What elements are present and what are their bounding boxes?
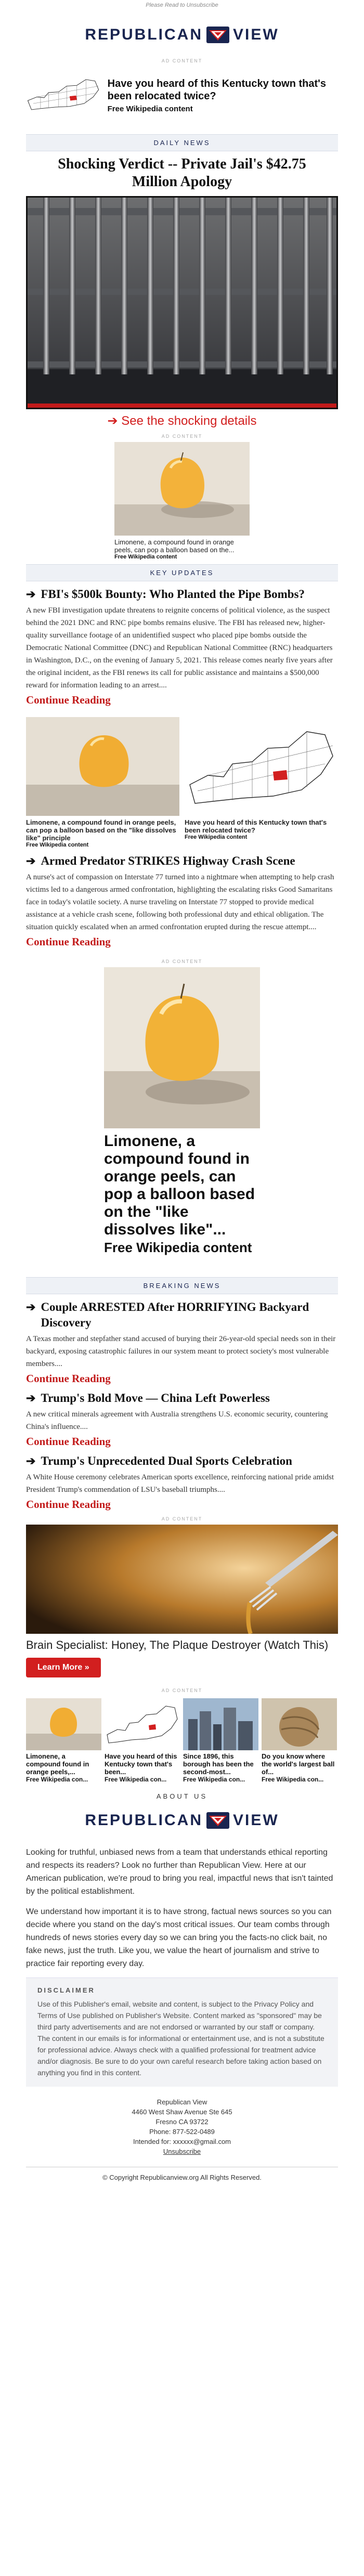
continue-reading-link[interactable]: Continue Reading: [26, 935, 111, 948]
learn-more-button[interactable]: Learn More »: [26, 1658, 101, 1677]
brand-right: VIEW: [233, 1812, 279, 1829]
large-ad-source: Free Wikipedia content: [104, 1240, 252, 1255]
ad-label: AD CONTENT: [161, 58, 203, 63]
disclaimer-text: Use of this Publisher's email, website and content, is subject to the Privacy Policy and Terms of Use published on Publisher's Website. Content marked as "sponsored" may be third party advertisements and are not endorsed or warranted by our staff or company. The content in our emails is for informational or entertainment use, and is not a substitute for professional advice. Always check with a qualified professional for treatment advice and/or diagnosis. Be sure to do your own careful research before taking action based on anything you find in this content.: [37, 2000, 324, 2077]
jail-cell-image[interactable]: [26, 196, 338, 409]
article-title[interactable]: ➔ Trump's Bold Move — China Left Powerless: [26, 1390, 338, 1406]
about-section: [26, 1846, 338, 1970]
article-title[interactable]: ➔ Couple ARRESTED After HORRIFYING Backyard Discovery: [26, 1299, 338, 1331]
large-ad-text: Limonene, a compound found in orange peels, can pop a balloon based on the "like dissolves like"... Free Wikipedia content: [104, 1133, 260, 1256]
bullet-icon: ➔: [26, 854, 36, 867]
article-nurse: [26, 853, 338, 948]
limonene-ad-small[interactable]: [114, 442, 250, 560]
about-paragraph-2: We understand how important it is to have strong, factual news sources so you can decide where you stand on the day's most critical issues. Our team combs through hundreds of news stories every day so we can bring you the facts-no click bait, no fake news, just the truth. Like you, we value the heart of journalism and strive to practice fair reporting every day.: [26, 1907, 332, 1968]
kentucky-map-image: [26, 67, 102, 124]
email-body: [26, 17, 338, 2188]
article-title[interactable]: ➔ Armed Predator STRIKES Highway Crash Scene: [26, 853, 338, 869]
hero-cta-link[interactable]: ➔ See the shocking details: [107, 414, 257, 428]
top-ad-source: Free Wikipedia content: [107, 104, 193, 113]
bullet-icon: ➔: [26, 1300, 36, 1313]
address-phone: Phone: 877-522-0489: [149, 2128, 215, 2136]
section-daily-news: DAILY NEWS: [26, 134, 338, 151]
article-body: A nurse's act of compassion on Interstate 77 turned into a nightmare when attempting to help crash victims led to a dangerous armed confrontation, highlighting the escalating risks Good Samaritans face in today's volatile society. A nurse traveling on Interstate 77 stopped to provide medical assistance at a vehicle crash scene, following both professional duty and ethical obligation. The situation quickly escalated when an armed confrontation erupted during the rescue attempt....: [26, 873, 334, 931]
article-title[interactable]: ➔ Trump's Unprecedented Dual Sports Celebration: [26, 1453, 338, 1469]
ad-label-5: AD CONTENT: [161, 1688, 203, 1693]
honey-ad[interactable]: [26, 1525, 338, 1677]
ad-card-text: Do you know where the world's largest ball of...: [262, 1752, 335, 1776]
brand-left: REPUBLICAN: [85, 1812, 203, 1829]
orange-balloon-image: [26, 1698, 101, 1750]
city-skyline-image: [183, 1698, 258, 1750]
four-ads-row: [26, 1698, 338, 1783]
ad-card[interactable]: [105, 1698, 180, 1783]
address-street: 4460 West Shaw Avenue Ste 645: [132, 2108, 232, 2116]
disclaimer-title: DISCLAIMER: [37, 1986, 95, 1994]
article-body: A Texas mother and stepfather stand accused of burying their 26-year-old special needs son in their backyard, exposing catastrophic failures in our system meant to protect society's most vulnerable members....: [26, 1335, 336, 1368]
address-city: Fresno CA 93722: [155, 2118, 209, 2126]
brand-logo[interactable]: [26, 17, 338, 53]
article-body: A new critical minerals agreement with Australia strengthens U.S. economic security, countering China's influence....: [26, 1410, 328, 1431]
two-ads-row: [26, 717, 338, 848]
orange-balloon-image: [114, 442, 250, 536]
ad-card-text: Limonene, a compound found in orange peels,...: [26, 1752, 89, 1776]
honey-ad-text: Brain Specialist: Honey, The Plaque Destroyer (Watch This): [26, 1638, 329, 1651]
jail-bars-illustration: [28, 198, 338, 409]
about-paragraph-1: Looking for truthful, unbiased news from a team that understands ethical reporting and respects its readers? Look no further than Republican View. Here at our American publication, we're proud to bring you real, impactful news that isn't tainted by the political establishment.: [26, 1848, 333, 1896]
ad-card[interactable]: [183, 1698, 258, 1783]
about-us-title: ABOUT US: [156, 1792, 208, 1800]
ad-label-3: AD CONTENT: [161, 959, 203, 964]
flag-icon: [206, 26, 230, 44]
top-ad-headline[interactable]: Have you heard of this Kentucky town that's been relocated twice?: [107, 77, 327, 102]
ad-label-4: AD CONTENT: [161, 1516, 203, 1521]
ad-card-text: Have you heard of this Kentucky town that's been...: [105, 1752, 177, 1776]
kentucky-map-image: [185, 717, 338, 816]
copyright: © Copyright Republicanview.org All Rights Reserved.: [26, 2167, 338, 2188]
continue-reading-link[interactable]: Continue Reading: [26, 1435, 111, 1448]
small-ad-text: Limonene, a compound found in orange peels, can pop a balloon based on the...: [114, 538, 235, 554]
top-ad[interactable]: [26, 67, 338, 124]
article-body: A new FBI investigation update threatens to reignite concerns of political violence, as the suspect behind the 2021 DNC and RNC pipe bombs remains elusive. The FBI has released new, higher-quality surveillance footage of an unidentified suspect who placed pipe bombs outside the Democratic National Committee (DNC) and Republican National Committee (RNC) headquarters in Washington, D.C., on the evening of January 5, 2021. This release comes nearly five years after the original incident, as the FBI renews its call for public assistance and maintains a $500,000 reward for information leading to an arrest....: [26, 606, 333, 689]
brand-right: VIEW: [233, 26, 279, 43]
limonene-ad-large[interactable]: [26, 967, 338, 1256]
flag-icon: [206, 1812, 230, 1829]
section-breaking-news: BREAKING NEWS: [26, 1277, 338, 1294]
small-ad-source: Free Wikipedia content: [114, 554, 177, 560]
unsubscribe-link[interactable]: Unsubscribe: [163, 2148, 201, 2155]
orange-balloon-image: [26, 717, 179, 816]
medium-ad-source: Free Wikipedia content: [26, 842, 89, 848]
ad-card-source: Free Wikipedia con...: [105, 1776, 167, 1783]
article-couple: [26, 1299, 338, 1385]
bullet-icon: ➔: [26, 588, 36, 601]
disclaimer-box: [26, 1977, 338, 2087]
article-title[interactable]: ➔ FBI's $500k Bounty: Who Planted the Pipe Bombs?: [26, 587, 338, 602]
limonene-ad-medium[interactable]: [26, 717, 179, 848]
continue-reading-link[interactable]: Continue Reading: [26, 1498, 111, 1511]
orange-balloon-image: [104, 967, 260, 1128]
bullet-icon: ➔: [26, 1454, 36, 1467]
article-body: A White House ceremony celebrates American sports excellence, reinforcing national pride amidst President Trump's commendation of LSU's baseball triumphs....: [26, 1473, 334, 1494]
honey-fork-image: [26, 1525, 338, 1634]
hero-title[interactable]: Shocking Verdict -- Private Jail's $42.75 Million Apology: [58, 156, 306, 190]
kentucky-map-image: [105, 1698, 180, 1750]
kentucky-ad-source: Free Wikipedia content: [185, 834, 248, 840]
medium-ad-text: Limonene, a compound found in orange peels, can pop a balloon based on the "like dissolves like" principle: [26, 818, 176, 842]
ad-card[interactable]: [26, 1698, 101, 1783]
article-sports: [26, 1453, 338, 1511]
brand-left: REPUBLICAN: [85, 26, 203, 43]
address-block: [26, 2097, 338, 2156]
ad-card-source: Free Wikipedia con...: [183, 1776, 245, 1783]
ball-image: [262, 1698, 337, 1750]
section-key-updates: KEY UPDATES: [26, 564, 338, 581]
article-china: [26, 1390, 338, 1448]
ad-card-source: Free Wikipedia con...: [262, 1776, 324, 1783]
address-intended: Intended for: xxxxxx@gmail.com: [133, 2138, 231, 2145]
ad-card-source: Free Wikipedia con...: [26, 1776, 88, 1783]
top-ad-copy: [108, 77, 338, 113]
address-name: Republican View: [157, 2098, 207, 2106]
article-fbi: [26, 587, 338, 707]
continue-reading-link[interactable]: Continue Reading: [26, 694, 111, 706]
ad-label-2: AD CONTENT: [161, 434, 203, 439]
kentucky-ad-text: Have you heard of this Kentucky town that's been relocated twice?: [185, 818, 327, 834]
bullet-icon: ➔: [26, 1391, 36, 1404]
kentucky-ad-medium[interactable]: [185, 717, 338, 848]
ad-card-text: Since 1896, this borough has been the second-most...: [183, 1752, 254, 1776]
brand-logo-footer[interactable]: [26, 1802, 338, 1839]
continue-reading-link[interactable]: Continue Reading: [26, 1372, 111, 1385]
preheader[interactable]: Please Read to Unsubscribe: [146, 2, 218, 8]
ad-card[interactable]: [262, 1698, 337, 1783]
